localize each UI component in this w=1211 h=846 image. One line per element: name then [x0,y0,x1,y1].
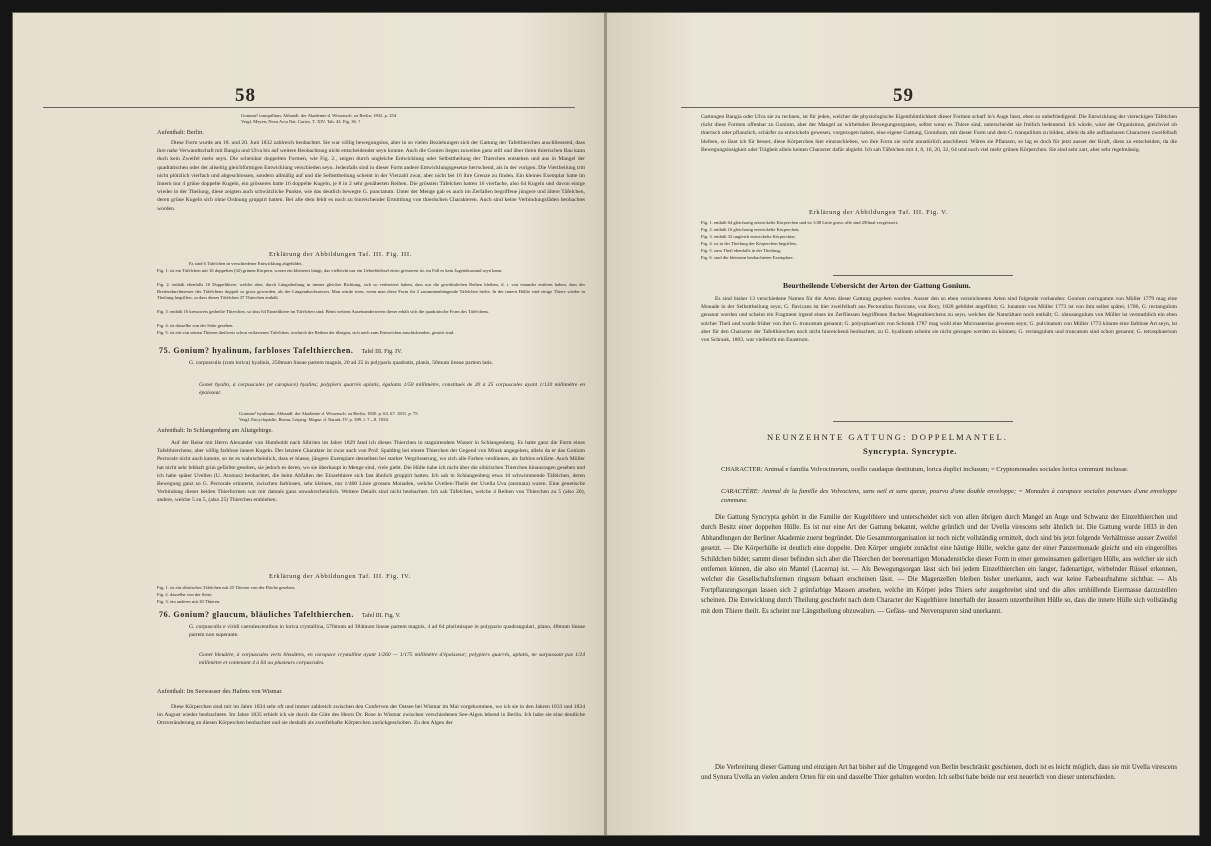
body-paragraph: Auf der Reise mit Herrn Alexander von Humboldt nach Sibirien im Jahre 1829 fand ich dieses Thierchen in stagnirendem Wasser in Schlangenberg. Es hatte ganz die Form eines Tafelthierchens, aber völlig farblose innere Kugeln. Der letztere Charakter ist zwar auch von Prof. Spalding bei einem Thierchen der Gegend von Minsk angegeben, allein da er das Gonium Pectorale nicht auch kannte, so ist es wahrscheinlich, dass er blasse, jüngere Exemplare desselben bei starker Vergrösserung, wo sich alle Farben verdünnen, als farblos erklärte. Auch Müller hat nicht sehr lebhaft grün gefärbte gesehen, sie jedoch es deren, wo sie überhaupt in Menge sind, viele giebt. Die Hülle habe ich nicht über die sibirischen Thierchen hinausragen gesehen und ich habe später Uvellen (U. Atomus) beobachtet, die beim Abfallen der Einzelthiere sich fast ähnlich gruppirt hatten. Ich sah in Schlangenberg etwa 10 schwimmende Täfelchen, deren Bewegung ganz so G. Pectorale erinnerte, zwischen farblosen, sehr kleinen, nur 1/400 Linie grossen Monaden, welche Uvellen-Theile der Uvella Uva (atomata) waren. Eine genetische Verbindung dieser beiden Thierformen war mir damals ganz unwahrscheinlich. Weitere Details sind nicht beobachtet. Ich sah Täfelchen, welche 4 Reihen von Thierchen zu 5 (also 20), andere, welche 5 zu 5, (also 25) Thierchen enthielten. [157,440,585,504]
figure-explanation-intro: Es sind 6 Täfelchen in verschiedener Entwicklung abgebildet. [189,261,303,266]
book-spread [12,12,1200,836]
latin-diagnosis: G. corpusculis (cum lorica) hyalinis, 250mum lineae partem magnis, 20 ad 25 in polyparis quadratis, planis, 50mum lineae partem latis. [189,360,494,366]
section-rule [833,275,1013,276]
figure-caption: Fig. 4. ist dasselbe von der Seite gesehen. [157,323,234,328]
latin-diagnosis: G. corpusculis e viridi caerulescentibus in lorica crystallina, 576mum ad 384mum lineae partem magnis, 4 ad 64 plurimisque in polypario quadrangulari, plano, 48mum lineae partem non superante. [189,624,585,639]
plate-reference: Tafel III. Fig. V. [361,613,401,619]
body-paragraph: Diese Körperchen sind mir im Jahre 1834 sehr oft und immer zahlreich zwischen den Conferven der Ostsee bei Wismar im Mai vorgekommen, wo ich sie in den Jahren 1833 und 1834 im August wieder beobachtete. Im Jahre 1835 erhielt ich sie durch die Güte des Herrn Dr. Rose in Wismar zwischen verschiedenen See-Algen lebend in Berlin. Ich habe sie eine deutliche Ortsveränderung an diesen Körperchen beobachtet und sie deshalb als zweifelhafte Körperchen zurückgeschoben. Zu den Algen der [157,704,585,727]
figure-caption: Fig. 3. enthält 16 kreuzweis getheilte Thierchen, so dass 64 Einzelthiere im Täfelchen sind. Beim weitern Auseinandertreten dieser erhält sich die quadratische Form des Täfelchens. [157,309,490,314]
section-heading: Beurtheilende Uebersicht der Arten der Gattung Gonium. [783,281,971,290]
reference-line: Gonium? tranquillum, Abhandl. der Akademie d. Wissensch. zu Berlin, 1832. p. 254. [241,113,398,118]
figure-caption: Fig. 3. enthält 32 ungleich entwickelte Körperchen; [701,234,796,239]
section-rule [833,421,1013,422]
header-rule [681,107,1199,108]
figure-caption: Fig. 4. ist in der Theilung der Körperchen begriffen; [701,241,797,246]
figure-explanation-heading: Erklärung der Abbildungen Taf. III. Fig. IV. [269,573,411,580]
reference-line: Vergl. Encyclopädie, Bronn, Leipzig. Magaz. d. Naturk. IV. p. 389. f. 7—8. 1834. [239,417,389,422]
plate-reference: Tafel III. Fig. IV. [361,349,403,355]
body-paragraph: Die Gattung Syncrypta gehört in die Familie der Kugelthiere und unterscheidet sich von allen übrigen durch Mangel an Auge und Schwanz der Einzelthierchen und durch Besitz einer doppelten Hülle. Es ist nur eine Art der Gattung bekannt, welche grünlich und der Uvella virescens sehr ähnlich ist. Die Gattung wurde 1833 in den Abhandlungen der Berliner Akademie zuerst begründet. Die Gesammtorganisation ist noch nicht vollständig ermittelt, doch sind bis jetzt folgende Verhältnisse ausser Zweifel gesetzt. — Die Körperhülle ist deutlich eine doppelte. Den Körper umgiebt zunächst eine häutige Hülle, welche ganz der einer Panzermonade gleicht und ein eingerolltes Schildchen bildet; sammt dieser befinden sich aber die Thierchen der beerenartigen Monadenstöcke dieser Form in einer gemeinsamen gallertigen Hülle, aus welcher sie sich entfernen können, die also ein Mantel (Lacerna) ist. — Als Bewegungsorgan lässt sich bei jedem Einzelthierchen ein langer, fadenartiger, wirbelnder Rüssel erkennen, welcher die Gesellschaftsformen ringsum behaart erscheinen lässt. — Die Magenzellen bleiben bisher unerkannt, auch war keine Farbeaufnahme sichtbar. — Als Fortpflanzungsorgan lassen sich 2 grünfarbige Massen ansehen, welche im Körper jedes Thiers sehr ausgebreitet sind und die alles umhüllende Eiermasse darzustellen scheinen. Die Entwicklung durch Theilung geschieht nach dem Character der Kugelthiere innerhalb der äussern unzertheilten Hülle so, dass die innere Hülle sich vollständig mit dem Thiere theilt. Es scheint nur Längstheilung obzuwalten. — Gefäss- und Nervenspuren sind unerkannt. [701,514,1177,615]
right-page [607,13,1199,835]
figure-caption: Fig. 5. ist ein von seinen Thieren theilweis schon verlassenes Täfelchen, wodurch die Reihen der übrigen, sich nach zum Entweichen anschickenden, gestört sind. [157,330,455,335]
latin-character: CHARACTER: Animal e familia Volvocinorum, ocello caudaque destitutum, lorica duplici inclusum; = Cryptomonades sociales lorica communi inclusae. [721,466,1129,473]
genus-name: Syncrypta. Syncrypte. [863,446,958,456]
figure-caption: Fig. 1. ist ein sibirisches Täfelchen mit 25 Thieren von der Fläche gesehen; [157,585,296,590]
reference-line: Gonium? hyalinum, Abhandl. der Akademie d. Wissensch. zu Berlin, 1830. p. 63, 67. 1831. p. 75. [239,411,419,416]
body-paragraph: Es sind bisher 13 verschiedene Namen für die Arten dieser Gattung gegeben worden. Ausser den so eben verzeichneten Arten sind folgende vorhanden: Gonium corrugatum von Müller 1779 mag eine Monade in der Selbsttheilung seyn; G. flavicans ist hier zweifelhaft aus Pectoralina flavicans, von Bory, 1828 gebildet angeführt; G. lunatum von Müller 1773 ist von ihm selbst später, 1786, G. rectangulum genannt worden und scheint ein Fragment irgend eines im Zerfliessen begriffenen flachen Magenthierchens zu seyn, welches die Naturältare noch enthält; G. obtusangulum von Müller ist vermuthlich ein eben solcher Theil und wurde früher von ihm G. truncatum genannt; G. polysphaerium von Schrank 1787 mag wohl eine Microasterias gewesen seyn; G. pulvinatum von Müller 1773 könnte eine farblose Art seyn, ist aber für den Character der Tafelthierchen noch nicht hinreichend beobachtet, zu G. hyalinum scheint sie nicht gezogen werden zu können; G. rectangulum und truncatum sind schon genannt; G. tetrasphaerium von Schrank, 1803, war vielleicht ein Euastrum. [701,296,1177,344]
body-paragraph: Diese Form wurde am 18. und 20. Juni 1832 zahlreich beobachtet. Sie war völlig bewegungslos, aber in so vielen Beziehungen sich der Gattung der Tafelthierchen anschliessend, dass ihre nahe Verwandtschaft mit Bangia und Ulva bis auf weitere Beobachtung nicht entscheidender seyn konnte. Auch die Gonien liegen zuweilen ganz still und über ihren thierischen Bau kann doch kein Zweifel mehr seyn. Die scheinbar doppelten Formen, wie Fig. 2., zeigen durch ungleiche Entwicklung oder Selbsttheilung der Thierchen entstehen und aus in Mangel der quadratischen oder der allseitig gleichförmigen Entwicklung verschieden seyn. Jedenfalls sind in dieser Form andere Entwicklungsgesetze herrschend, als in der vorigen. Die Viertheilung tritt nicht plötzlich vierfach und abgeschlossen, sondern allmälig auf und die Selbsttheilung scheint in der Vierzahl zwar, aber nicht bei 16 ihre Grenze zu finden. Ein kleines Exemplar hatte im Innern nur 4 grüne doppelte Kugeln, ein grösseres hatte 16 doppelte Kugeln, je 8 in 2 sehr genäherten Reihen. Die grössten Täfelchen hatten 16 vierfache, also 64 Kugeln und davon einige wieder in der Theilung, diese zeigten auch schwärzliche Punkte, wie das deutlich bewegte G. punctatum. Unter der Menge gab es auch im Zerfallen begriffene jüngere und ältere Täfelchen, deren grüne Kugeln sich ohne Ordnung gruppirt hatten. Bei alle dem fehlt es noch zu hinreichender Ermittlung von thierischen Charakteren. Auch sind keine Verbindungsfäden beobachtet worden. [157,140,585,212]
figure-caption: Fig. 5. zum Theil ebenfalls in der Theilung; [701,248,782,253]
genus-heading: NEUNZEHNTE GATTUNG: DOPPELMANTEL. [767,432,1008,442]
figure-caption: Fig. 1. ist ein Täfelchen mit 16 doppelten (32) grünen Körpern, woran ein kleineres hängt, das vielleicht nur ein Ueberbleibsel eines grösseren ist, im Fall es kein Jugendzustand seyn kann. [157,268,503,273]
figure-caption: Fig. 3. ein anderes mit 20 Thieren. [157,599,221,604]
habitat-line: Aufenthalt: In Schlangenberg am Altaigebirge. [157,427,273,434]
body-paragraph: Gattungen Bangia oder Ulva sie zu rechnen, ist für jeden, welcher die physiologische Eigenthümlichkeit dieser Formen scharf in's Auge fasst, eben so unbefriedigend. Die Entwicklung der viereckigen Täfelchen rückt diese Formen offenbar zu Gonium, aber der Mangel an wirbelnden Bewegungsorganen, selbst wenn es Thiere sind, unterscheidet sie freilich bedeutend. Ich würde, wäre der Organismus, gleichviel ob thierisch oder pflanzlich, schärfer zu entwickeln gewesen, vorgezogen haben, eine eigene Gattung, Gonidium, mit dieser Form und dem G. tranquillum zu bilden, allein da alle auffassbaren Charactere zweifelhaft bleiben, so lässt ich für besser, diese Körperchen hier einzuschieben, wo ihre Form sie nicht unnatürlich anschliesst. Wären sie Pflanzen, so lag es doch für jetzt ausser der Kraft, diess zu entscheiden, da die Bewegungslosigkeit oder Trägheit allein keinen Character dafür abgiebt. Ich sah Täfelchen mit 4, 8, 16, 20, 32, 64 und noch viel mehr grünen Körperchen. Sie sind sehr zart, aber sehr regelmässig. [701,114,1177,153]
reference-line: Vergl. Meyen, Nova Acta Nat. Curios. T. XIV. Tab. 43. Fig. 36. ? [241,119,361,124]
species-heading [159,610,401,619]
french-diagnosis: Gonet hyalin, à corpuscules (et carapace) hyalins; polypiers quarrés aplatis, égalants 1/50 millimètre, constitués de 20 à 25 corpuscules ayant 1/120 millimètre en épaisseur. [199,382,585,397]
figure-caption: Fig. 2. dasselbe von der Seite; [157,592,213,597]
habitat-line: Aufenthalt: Im Seewasser des Hafens von Wismar. [157,688,283,695]
french-diagnosis: Gonet bleuâtre, à corpuscules verts bleuâtres, en carapace crystalline ayant 1/260 — 1/175 millimètre d'épaisseur; polypiers quarrés, aplatis, ne surpassant pas 1/24 millimètre et contenant 4 à 64 ou plusieurs corpuscules. [199,652,585,667]
figure-caption: Fig. 1. enthält 64 gleichartig entwickelte Körperchen und ist 1/48 Linie gross; alle sind 290mal vergrössert; [701,220,899,225]
figure-caption: Fig. 2. enthält ebenfalls 16 Doppelthiere, welche aber, durch Längstheilung in immer gleicher Richtung, sich so verbreitert haben, dass nur die gewöhnlichen Reihen bleiben, d. i. von einander entfernt haben, dass der Breitendurchmesser des Täfelchens doppelt so gross geworden, als der Längendurchmesser. Man würde irren, wenn man diese Form für 2 zusammenhängende Täfelchen hielte. In der innern Hälfte sind einige Thiere wieder in Theilung begriffen, so dass dieses Täfelchen 37 Thierchen enthält. [157,282,585,301]
species-heading [159,346,402,355]
species-title: 76. Gonium? glaucum, bläuliches Tafelthierchen. [159,610,354,619]
header-rule [43,107,575,108]
figure-caption: Fig. 6. sind die kleinsten beobachteten Exemplare. [701,255,794,260]
left-page [13,13,605,835]
species-title: 75. Gonium? hyalinum, farbloses Tafelthierchen. [159,346,354,355]
body-paragraph: Die Verbreitung dieser Gattung und einzigen Art hat bisher auf die Umgegend von Berlin beschränkt geschienen, doch ist es leicht möglich, dass sie mit Uvella virescens und Synura Uvella an vielen andern Orten für ein und dasselbe Thier gehalten worden. Ich selbst habe beide nur erst neuerlich von dieser unterschieden. [701,764,1177,782]
figure-explanation-heading: Erklärung der Abbildungen Taf. III. Fig. III. [269,251,412,258]
figure-caption: Fig. 2. enthält 16 gleichartig entwickelte Körperchen; [701,227,800,232]
page-number: 58 [235,85,256,106]
habitat-line: Aufenthalt: Berlin. [157,129,204,136]
french-character: CARACTÈRE: Animal de la famille des Volvociens, sans oeil et sans queue, pourvu d'une double enveloppe; = Monades à carapace sociales pourvues d'une enveloppe commune. [721,488,1177,505]
page-number: 59 [893,85,914,106]
figure-explanation-heading: Erklärung der Abbildungen Taf. III. Fig. V. [809,209,948,216]
